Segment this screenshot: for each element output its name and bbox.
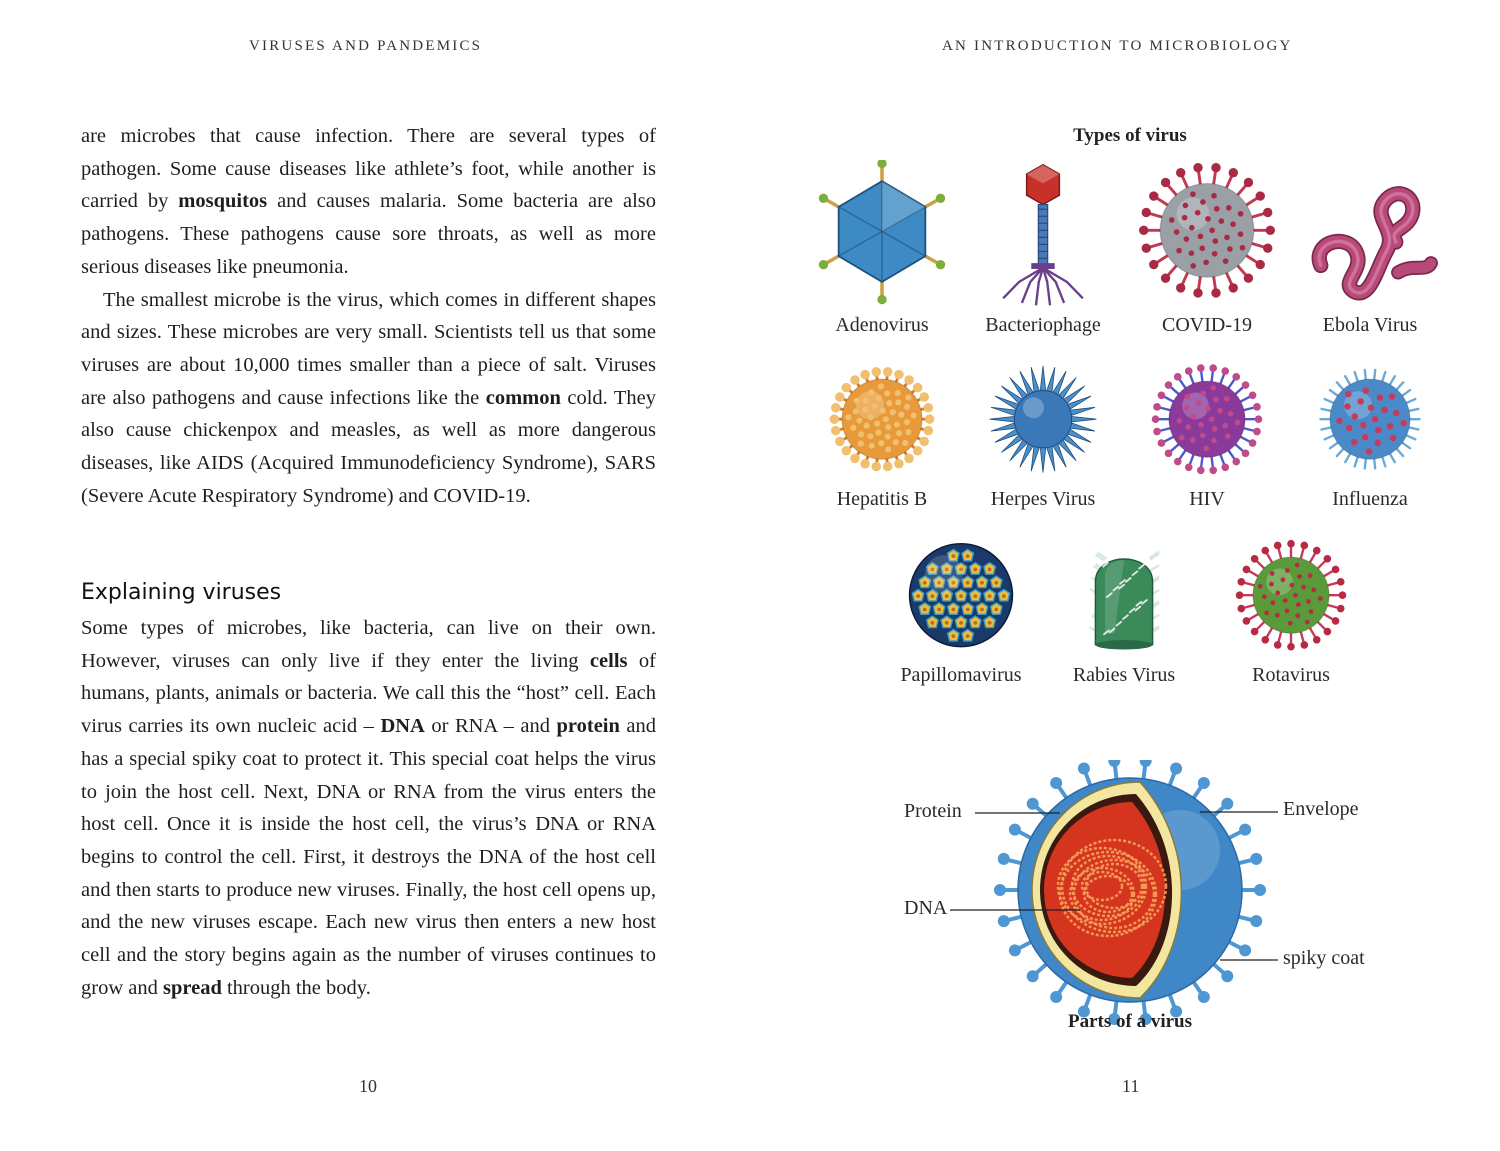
virus-label: Herpes Virus	[990, 488, 1096, 510]
ebola-icon	[1295, 160, 1445, 310]
page-number-left: 10	[359, 1076, 377, 1096]
running-head-left: VIRUSES AND PANDEMICS	[249, 38, 483, 54]
virus-label: HIV	[1189, 488, 1225, 510]
spike-tip	[1009, 944, 1021, 956]
label-envelope: Envelope	[1283, 798, 1359, 820]
parts-of-virus-diagram	[760, 760, 1500, 1030]
herpes-icon	[978, 362, 1108, 484]
paragraph-3	[81, 612, 656, 1004]
body-text-bottom	[81, 612, 656, 1004]
text-run: through the body.	[221, 976, 371, 999]
spike-tip	[1221, 970, 1233, 982]
virus-item	[807, 362, 957, 511]
spike-tip	[994, 884, 1006, 896]
bold-term: cells	[589, 649, 628, 672]
spike-tip	[1254, 884, 1266, 896]
bold-term: spread	[162, 976, 222, 999]
text-run: and has a special spiky coat to protect it. This special coat helps the virus to join the host cell. Next, DNA or RNA from the virus enters the host cell. Once it is inside the host cell, the virus’s DNA or RNA begins to control the cell. First, it destroys the DNA of the host cell and then starts to produce new viruses. Finally, the host cell opens up, and the new viruses escape. Each new virus then enters a new host cell and the story begins again as the number of viruses continues to grow and	[81, 715, 656, 999]
right-page	[760, 0, 1500, 1151]
spike-tip	[1170, 762, 1182, 774]
hiv-icon	[1142, 362, 1272, 484]
bold-term: mosquitos	[178, 190, 268, 213]
virus-item	[1295, 362, 1445, 511]
spike-tip	[1140, 760, 1152, 767]
text-run: and causes malaria. Some bacteria are also pathogens. These pathogens cause sore throats, as well as more serious diseases like pneumonia.	[81, 190, 656, 278]
bacteriophage-icon	[968, 160, 1118, 310]
virus-item	[807, 160, 957, 337]
spike-tip	[1050, 991, 1062, 1003]
paragraph-2	[81, 284, 656, 513]
hepatitis-b-icon	[817, 362, 947, 484]
virus-item	[1132, 160, 1282, 337]
adenovirus-icon	[807, 160, 957, 310]
bold-term: DNA	[380, 715, 425, 738]
spike-tip	[1221, 798, 1233, 810]
virus-label: Ebola Virus	[1322, 314, 1418, 336]
bold-term: protein	[556, 715, 620, 738]
virus-label: Adenovirus	[835, 314, 929, 336]
virus-item	[1216, 538, 1366, 687]
influenza-icon	[1305, 362, 1435, 484]
virus-label: Hepatitis B	[836, 488, 928, 510]
spike-tip	[1198, 991, 1210, 1003]
spike-tip	[1239, 824, 1251, 836]
diagram-title: Parts of a virus	[1067, 1011, 1192, 1032]
spike-tip	[998, 853, 1010, 865]
text-run: or RNA – and	[424, 715, 557, 738]
text-run: are microbes that cause infection. There are several types of pathogen. Some cause diseases like athlete’s foot, while another is carried by	[81, 125, 656, 213]
virus-label: Rotavirus	[1252, 664, 1330, 686]
spike-tip	[1050, 777, 1062, 789]
text-run: of humans, plants, animals or bacteria. We call this the “host” cell. Each virus carries its own nucleic acid –	[81, 649, 656, 738]
spike-tip	[1250, 915, 1262, 927]
spike-tip	[1108, 760, 1120, 767]
papillomavirus-icon	[896, 538, 1026, 660]
spike-tip	[1078, 762, 1090, 774]
virus-label: COVID-19	[1162, 314, 1252, 336]
virus-item	[968, 362, 1118, 511]
virus-label: Rabies Virus	[1072, 664, 1176, 686]
rotavirus-icon	[1226, 538, 1356, 660]
label-protein: Protein	[904, 800, 962, 822]
virus-item	[1049, 538, 1199, 687]
page-number-right: 11	[1122, 1076, 1140, 1096]
virus-label: Bacteriophage	[985, 314, 1101, 336]
virus-label: Influenza	[1332, 488, 1408, 510]
label-dna: DNA	[904, 897, 948, 919]
virus-item	[1295, 160, 1445, 337]
spike-tip	[1250, 853, 1262, 865]
virus-item	[968, 160, 1118, 337]
body-text-top	[81, 120, 656, 512]
spike-tip	[1027, 970, 1039, 982]
virus-item	[886, 538, 1036, 687]
section-heading: Explaining viruses	[81, 580, 282, 605]
paragraph-1	[81, 120, 656, 284]
virus-item	[1132, 362, 1282, 511]
left-page	[0, 0, 740, 1151]
text-run: The smallest microbe is the virus, which comes in different shapes and sizes. These microbes are very small. Scientists tell us that some viruses are about 10,000 times smaller than a piece of salt. Viruses are also pathogens and cause infections like the	[81, 288, 656, 409]
bold-term: common	[485, 386, 561, 409]
spike-tip	[1198, 777, 1210, 789]
rabies-icon	[1059, 538, 1189, 660]
text-run: Some types of microbes, like bacteria, can live on their own. However, viruses can only live if they enter the living	[81, 617, 656, 672]
types-of-virus-title: Types of virus	[1073, 125, 1187, 146]
spike-tip	[1239, 944, 1251, 956]
virus-label: Papillomavirus	[900, 664, 1022, 686]
text-run: cold. They also cause chickenpox and measles, as well as more dangerous diseases, like AIDS (Acquired Immunodeficiency Syndrome), SARS (Severe Acute Respiratory Syndrome) and COVID-19.	[81, 386, 656, 507]
covid19-icon	[1132, 160, 1282, 310]
spike-tip	[1009, 824, 1021, 836]
label-spiky-coat: spiky coat	[1283, 947, 1365, 969]
running-head-right: AN INTRODUCTION TO MICROBIOLOGY	[942, 38, 1293, 54]
spike-tip	[998, 915, 1010, 927]
spike-tip	[1027, 798, 1039, 810]
